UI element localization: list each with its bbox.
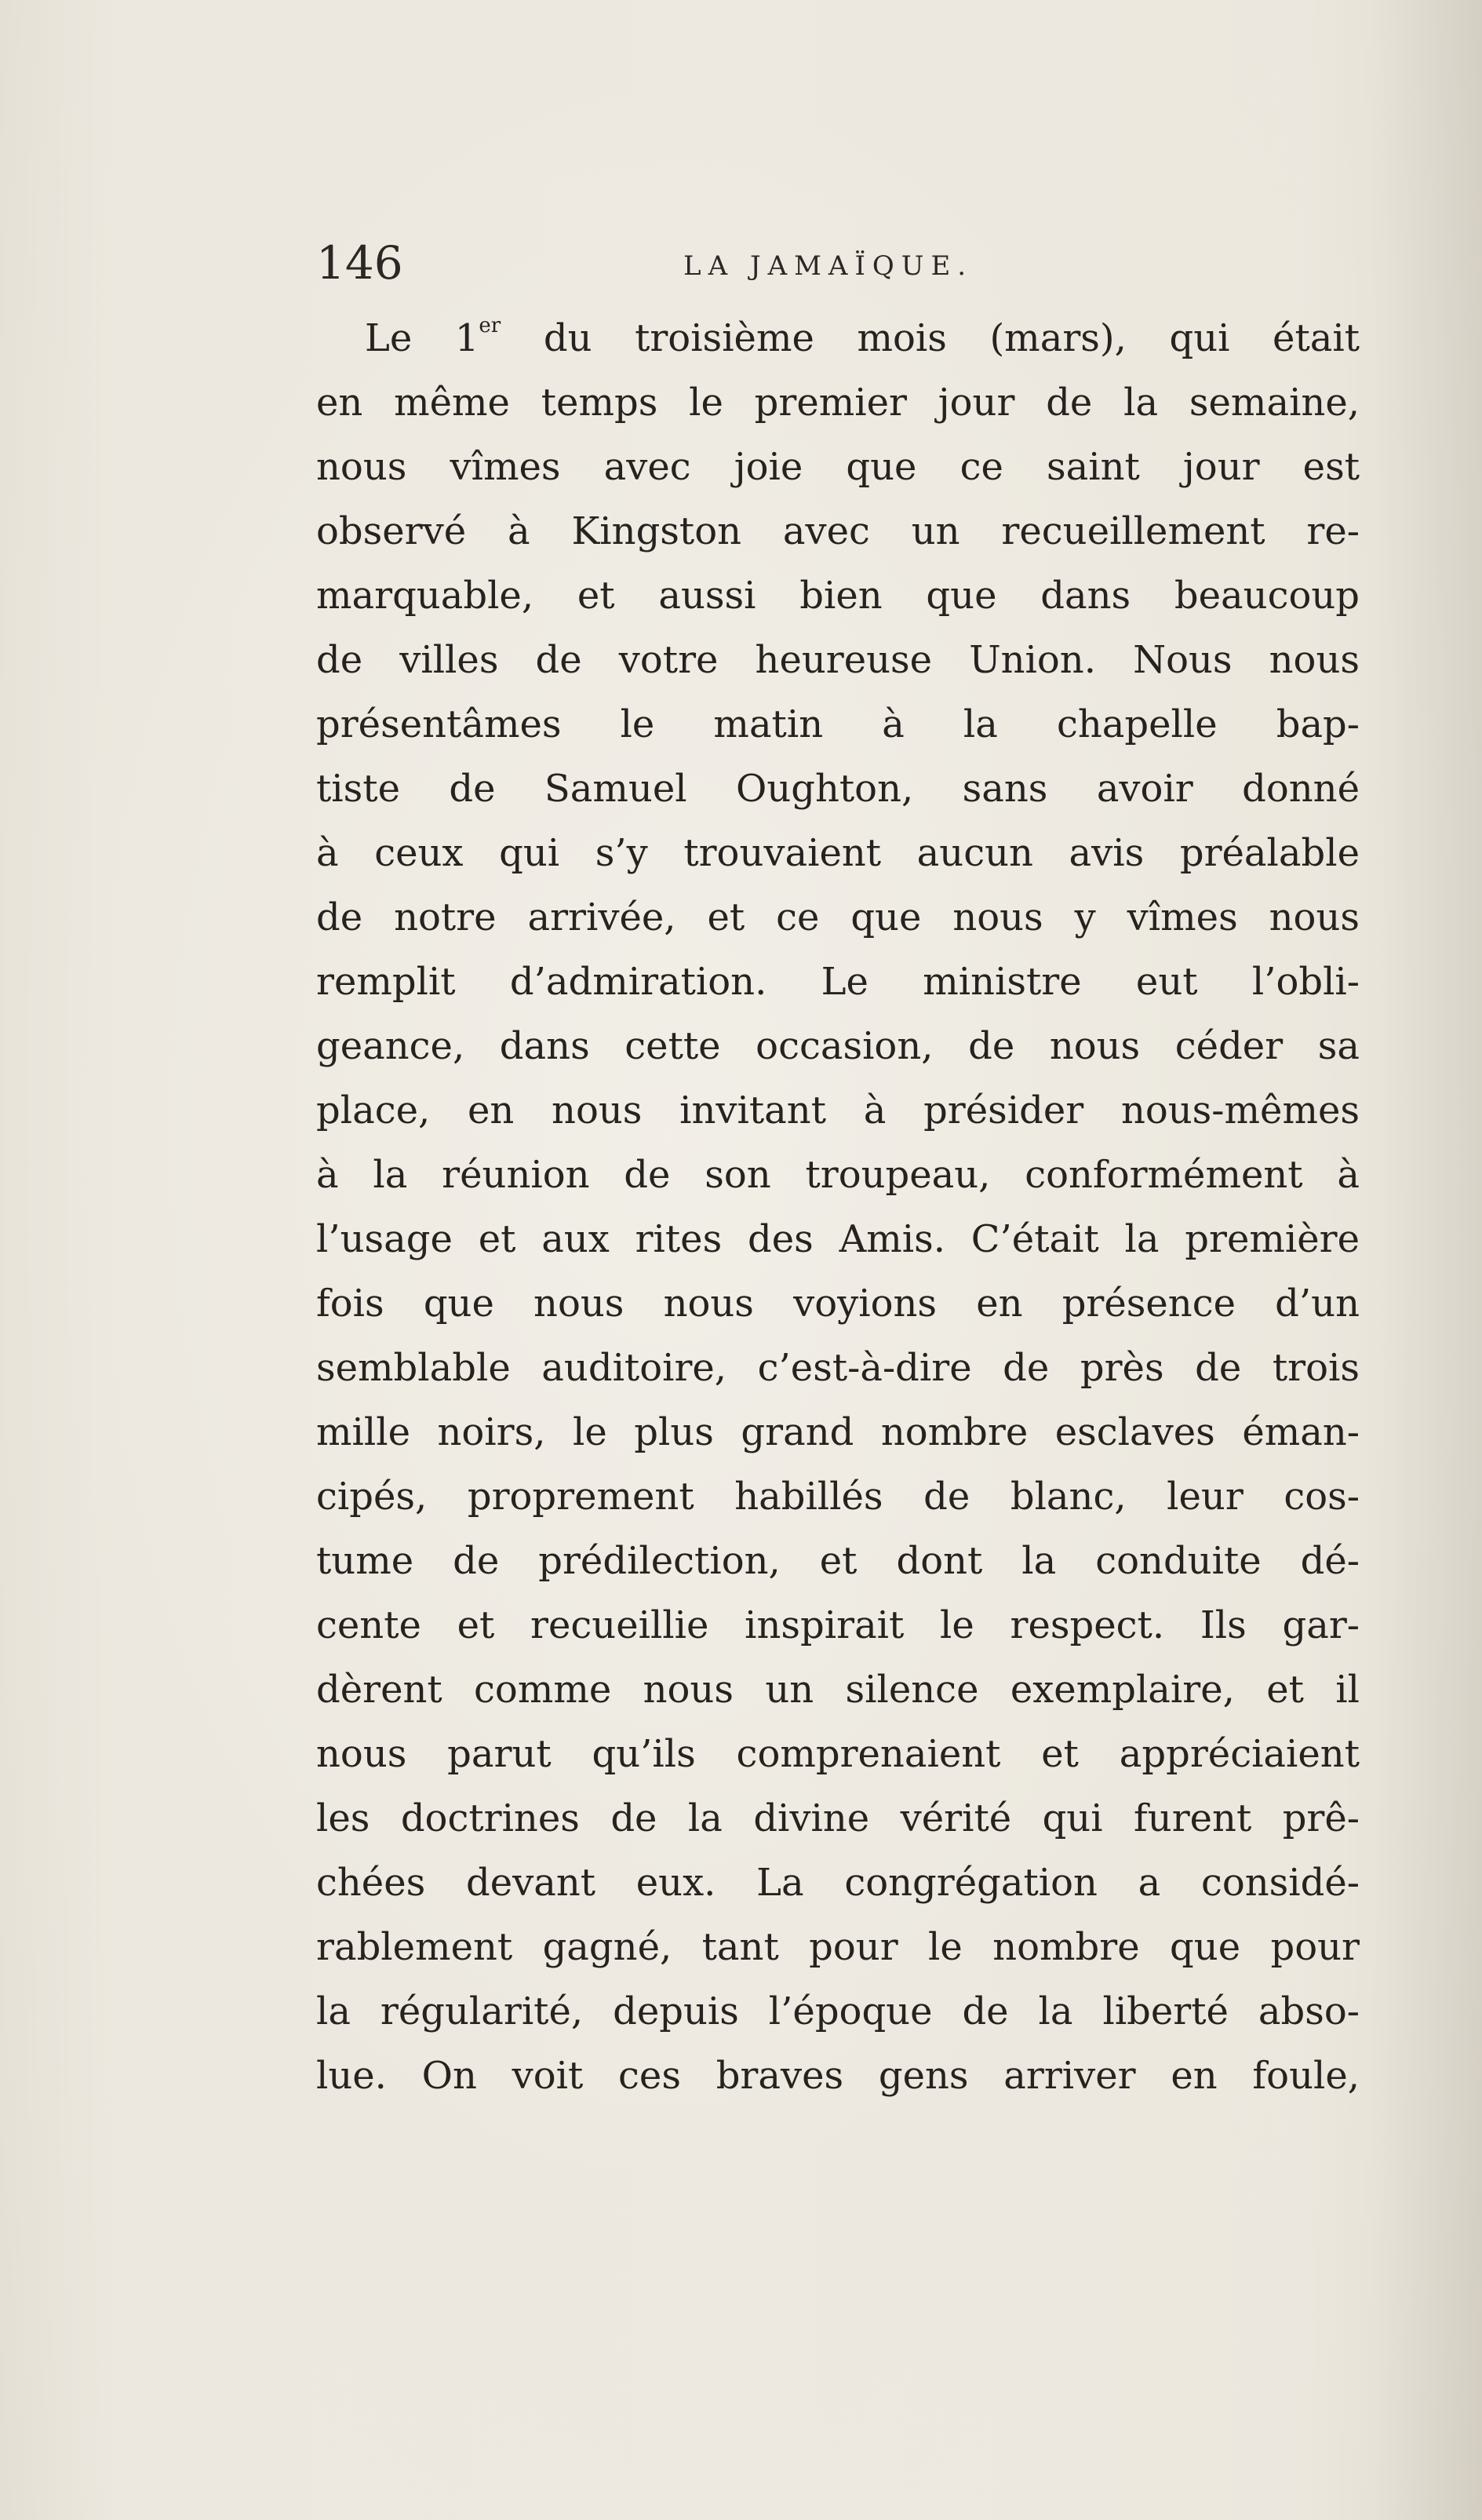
- text-line-26: rablement gagné, tant pour le nombre que pour: [316, 1925, 1360, 1969]
- text-line-14: à la réunion de son troupeau, conformément à: [316, 1153, 1360, 1197]
- text-line-11: remplit d’admiration. Le ministre eut l’obli-: [316, 960, 1360, 1004]
- text-line-3: nous vîmes avec joie que ce saint jour est: [316, 445, 1360, 489]
- text-line-20: tume de prédilection, et dont la conduite dé-: [316, 1539, 1360, 1583]
- text-line-7: présentâmes le matin à la chapelle bap-: [316, 702, 1360, 746]
- text-line-25: chées devant eux. La congrégation a considé-: [316, 1861, 1360, 1905]
- first-line-start: Le 1: [365, 316, 479, 360]
- text-line-13: place, en nous invitant à présider nous-mêmes: [316, 1089, 1360, 1132]
- page-number: 146: [316, 236, 403, 290]
- text-line-27: la régularité, depuis l’époque de la liberté abso-: [316, 1989, 1360, 2033]
- text-line-18: mille noirs, le plus grand nombre esclaves éman-: [316, 1410, 1360, 1454]
- text-line-2: en même temps le premier jour de la semaine,: [316, 381, 1360, 425]
- page-header: [316, 228, 1360, 298]
- text-line-16: fois que nous nous voyions en présence d’un: [316, 1282, 1360, 1326]
- text-line-19: cipés, proprement habillés de blanc, leur cos-: [316, 1475, 1360, 1519]
- body-text: [316, 306, 1360, 2108]
- text-line-8: tiste de Samuel Oughton, sans avoir donné: [316, 767, 1360, 811]
- text-line-15: l’usage et aux rites des Amis. C’était la première: [316, 1217, 1360, 1261]
- text-line-22: dèrent comme nous un silence exemplaire, et il: [316, 1668, 1360, 1712]
- text-line-1: [316, 306, 1360, 370]
- text-line-9: à ceux qui s’y trouvaient aucun avis préalable: [316, 831, 1360, 875]
- text-line-6: de villes de votre heureuse Union. Nous nous: [316, 638, 1360, 682]
- running-head: LA JAMAÏQUE.: [683, 250, 974, 282]
- text-line-12: geance, dans cette occasion, de nous céder sa: [316, 1024, 1360, 1068]
- text-line-28: lue. On voit ces braves gens arriver en foule,: [316, 2054, 1360, 2098]
- text-line-21: cente et recueillie inspirait le respect. Ils gar-: [316, 1603, 1360, 1647]
- first-line-rest: du troisième mois (mars), qui était: [501, 316, 1360, 360]
- text-line-5: marquable, et aussi bien que dans beaucoup: [316, 574, 1360, 618]
- text-line-17: semblable auditoire, c’est-à-dire de près de trois: [316, 1346, 1360, 1390]
- text-line-4: observé à Kingston avec un recueillement re-: [316, 509, 1360, 553]
- text-line-24: les doctrines de la divine vérité qui furent prê-: [316, 1796, 1360, 1840]
- text-line-23: nous parut qu’ils comprenaient et appréciaient: [316, 1732, 1360, 1776]
- ordinal-superscript: er: [479, 314, 501, 337]
- text-line-10: de notre arrivée, et ce que nous y vîmes nous: [316, 895, 1360, 939]
